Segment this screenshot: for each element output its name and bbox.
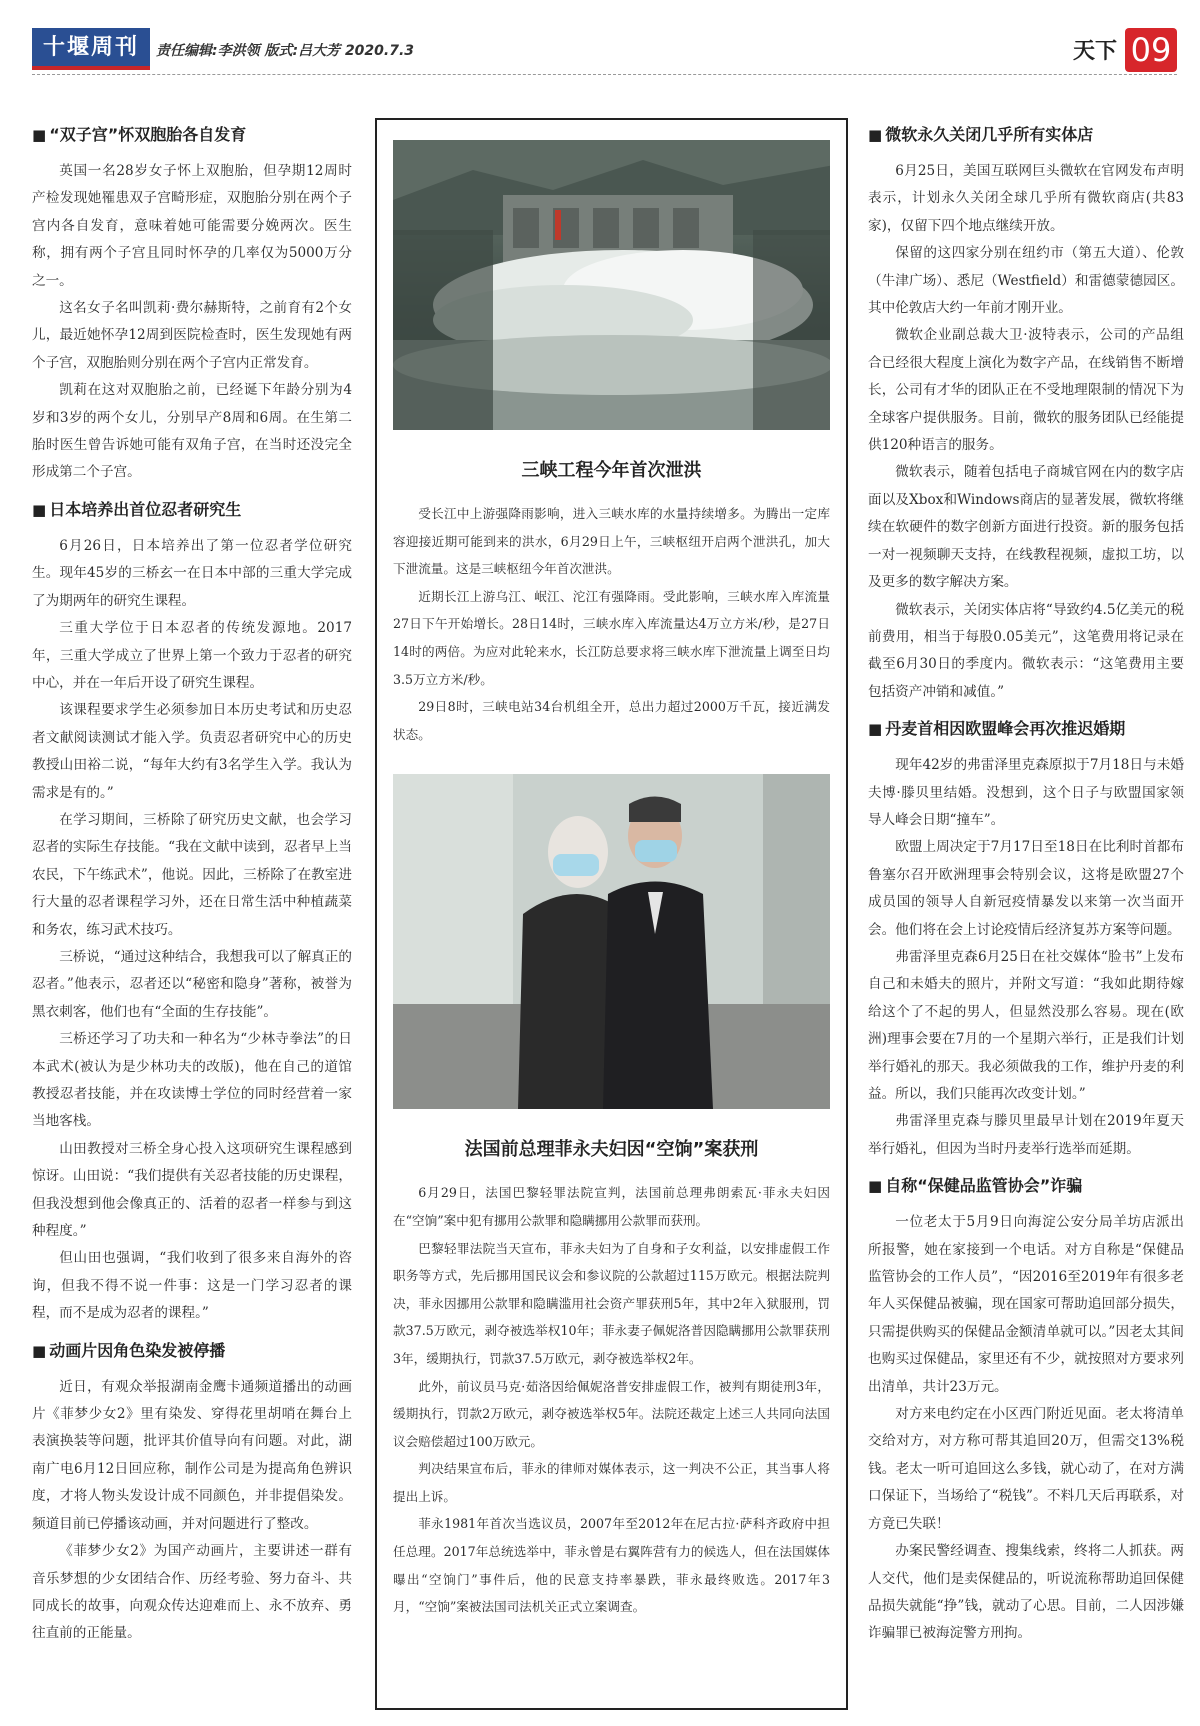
paragraph: 弗雷泽里克森与滕贝里最早计划在2019年夏天举行婚礼，但因为当时丹麦举行选举而延期。 [868, 1113, 1184, 1157]
masthead [32, 28, 1177, 72]
article-title-fillon: 法国前总理菲永夫妇因“空饷”案获刑 [464, 1139, 759, 1161]
paragraph: 在学习期间，三桥除了研究历史文献，也会学习忍者的实际生存技能。“我在文献中读到，忍者早上当农民，下午练武术”，他说。因此，三桥除了在教室进行大量的忍者课程学习外，还在日常生活中种植蔬菜和务农，练习武术技巧。 [32, 811, 352, 938]
article-body-fillon [393, 1179, 830, 1621]
paragraph: 近日，有观众举报湖南金鹰卡通频道播出的动画片《菲梦少女2》里有染发、穿得花里胡哨在舞台上表演换装等问题，批评其价值导向有问题。对此，湖南广电6月12日回应称，制作公司是为提高角色辨识度，才将人物头发设计成不同颜色，并非提倡染发。频道目前已停播该动画，并对问题进行了整改。 [32, 1378, 352, 1532]
left-column [32, 124, 352, 1660]
article-title: ■ 微软永久关闭几乎所有实体店 [868, 124, 1184, 146]
masthead-divider [32, 74, 1177, 75]
article-body-dam [393, 500, 830, 748]
article-title: ■ 日本培养出首位忍者研究生 [32, 499, 352, 521]
article-title: ■ 丹麦首相因欧盟峰会再次推迟婚期 [868, 718, 1184, 740]
fillon-couple-illustration [393, 774, 830, 1109]
paragraph: 现年42岁的弗雷泽里克森原拟于7月18日与未婚夫博·滕贝里结婚。没想到，这个日子与欧盟国家领导人峰会日期“撞车”。 [868, 757, 1184, 828]
paragraph: 三桥还学习了功夫和一种名为“少林寺拳法”的日本武术(被认为是少林功夫的改版)，他在自己的道馆教授忍者技能，并在攻读博士学位的同时经营着一家当地客栈。 [32, 1031, 352, 1130]
editor-credits: 责任编辑:李洪领 版式:吕大芳 2020.7.3 [156, 43, 415, 59]
article [32, 1340, 352, 1648]
right-column [868, 124, 1184, 1660]
paragraph: 菲永1981年首次当选议员，2007年至2012年在尼古拉·萨科齐政府中担任总理。2017年总统选举中，菲永曾是右翼阵营有力的候选人，但在法国媒体曝出“空饷门”事件后，他的民意支持率暴跌，菲永最终败选。2017年3月，“空饷”案被法国司法机关正式立案调查。 [393, 1516, 830, 1615]
paragraph: 一位老太于5月9日向海淀公安分局羊坊店派出所报警，她在家接到一个电话。对方自称是“保健品监管协会的工作人员”，“因2016至2019年有很多老年人买保健品被骗，现在国家可帮助追回部分损失，只需提供购买的保健品金额清单就可以。”因老太其间也购买过保健品，家里还有不少，就按照对方要求列出清单，共计23万元。 [868, 1214, 1184, 1395]
paragraph: 6月29日，法国巴黎轻罪法院宣判，法国前总理弗朗索瓦·菲永夫妇因在“空饷”案中犯有挪用公款罪和隐瞒挪用公款罪而获刑。 [393, 1185, 830, 1228]
article [868, 718, 1184, 1163]
article-title: ■ 动画片因角色染发被停播 [32, 1340, 352, 1362]
paragraph: 该课程要求学生必须参加日本历史考试和历史忍者文献阅读测试才能入学。负责忍者研究中心的历史教授山田裕二说，“每年大约有3名学生入学。我认为需求是有的。” [32, 702, 352, 801]
paragraph: 微软企业副总裁大卫·波特表示，公司的产品组合已经很大程度上演化为数字产品，在线销售不断增长，公司有才华的团队正在不受地理限制的情况下为全球客户提供服务。目前，微软的服务团队已经能提供120种语言的服务。 [868, 327, 1184, 454]
middle-column [375, 118, 848, 1710]
paragraph: 6月26日，日本培养出了第一位忍者学位研究生。现年45岁的三桥玄一在日本中部的三重大学完成了为期两年的研究生课程。 [32, 537, 352, 609]
article-title: ■ “双子宫”怀双胞胎各自发育 [32, 124, 352, 146]
paragraph: 但山田也强调，“我们收到了很多来自海外的咨询，但我不得不说一件事：这是一门学习忍者的课程，而不是成为忍者的课程。” [32, 1250, 352, 1322]
paragraph: 29日8时，三峡电站34台机组全开，总出力超过2000万千瓦，接近满发状态。 [393, 699, 830, 742]
paragraph: 办案民警经调查、搜集线索，终将二人抓获。两人交代，他们是卖保健品的，听说流称帮助追回保健品损失就能“挣”钱，就动了心思。目前，二人因涉嫌诈骗罪已被海淀警方刑拘。 [868, 1543, 1184, 1642]
paragraph: 受长江中上游强降雨影响，进入三峡水库的水量持续增多。为腾出一定库容迎接近期可能到来的洪水，6月29日上午，三峡枢纽开启两个泄洪孔，加大下泄流量。这是三峡枢纽今年首次泄洪。 [393, 506, 830, 577]
fillon-couple-photo [393, 774, 830, 1109]
paragraph: 弗雷泽里克森6月25日在社交媒体“脸书”上发布自己和未婚夫的照片，并附文写道：“我如此期待嫁给这个了不起的男人，但显然没那么容易。现在(欧洲)理事会要在7月的一个星期六举行，正是我们计划举行婚礼的那天。我必须做我的工作，维护丹麦的利益。所以，我们只能再次改变计划。” [868, 948, 1184, 1102]
paragraph: 巴黎轻罪法院当天宣布，菲永夫妇为了自身和子女利益，以安排虚假工作职务等方式，先后挪用国民议会和参议院的公款超过115万欧元。根据法院判决，菲永因挪用公款罪和隐瞒滥用社会资产罪获刑5年，其中2年入狱服刑，罚款37.5万欧元，剥夺被选举权10年；菲永妻子佩妮洛普因隐瞒挪用公款罪获刑3年，缓期执行，罚款37.5万欧元，剥夺被选举权2年。 [393, 1240, 830, 1366]
article-title-dam: 三峡工程今年首次泄洪 [521, 460, 702, 481]
paragraph: 微软表示，关闭实体店将“导致约4.5亿美元的税前费用，相当于每股0.05美元”，这笔费用将记录在截至6月30日的季度内。微软表示：“这笔费用主要包括资产冲销和减值。” [868, 601, 1184, 700]
paragraph: 《菲梦少女2》为国产动画片，主要讲述一群有音乐梦想的少女团结合作、历经考验、努力奋斗、共同成长的故事，向观众传达迎难而上、永不放弃、勇往直前的正能量。 [32, 1543, 352, 1642]
section-name: 天下 [1072, 39, 1117, 64]
paragraph: 三桥说，“通过这种结合，我想我可以了解真正的忍者。”他表示，忍者还以“秘密和隐身”著称，被誉为黑衣刺客，他们也有“全面的生存技能”。 [32, 948, 352, 1020]
article-title: ■ 自称“保健品监管协会”诈骗 [868, 1175, 1184, 1197]
dam-flood-photo [393, 140, 830, 430]
paragraph: 判决结果宣布后，菲永的律师对媒体表示，这一判决不公正，其当事人将提出上诉。 [393, 1461, 830, 1504]
paragraph: 凯莉在这对双胞胎之前，已经诞下年龄分别为4岁和3岁的两个女儿，分别早产8周和6周。在生第二胎时医生曾告诉她可能有双角子宫，在当时还没完全形成第二个子宫。 [32, 382, 352, 481]
paragraph: 6月25日，美国互联网巨头微软在官网发布声明表示，计划永久关闭全球几乎所有微软商店(共83家)，仅留下四个地点继续开放。 [868, 163, 1184, 234]
article [868, 124, 1184, 706]
paragraph: 微软表示，随着包括电子商城官网在内的数字店面以及Xbox和Windows商店的显著发展，微软将继续在软硬件的数字创新方面进行投资。新的服务包括一对一视频聊天支持，在线教程视频，虚拟工坊，以及更多的数字解决方案。 [868, 464, 1184, 591]
paragraph: 对方来电约定在小区西门附近见面。老太将清单交给对方，对方称可帮其追回20万，但需交13%税钱。老太一听可追回这么多钱，就心动了，在对方满口保证下，当场给了“税钱”。不料几天后再联系，对方竟已失联！ [868, 1406, 1184, 1532]
paragraph: 近期长江上游乌江、岷江、沱江有强降雨。受此影响，三峡水库入库流量27日下午开始增长。28日14时，三峡水库入库流量达4万立方米/秒，是27日14时的两倍。为应对此轮来水，长江防总要求将三峡水库下泄流量上调至日均3.5万立方米/秒。 [393, 588, 830, 687]
paragraph: 欧盟上周决定于7月17日至18日在比利时首都布鲁塞尔召开欧洲理事会特别会议，这将是欧盟27个成员国的领导人自新冠疫情暴发以来第一次当面开会。他们将在会上讨论疫情后经济复苏方案等问题。 [868, 839, 1184, 938]
paragraph: 英国一名28岁女子怀上双胞胎，但孕期12周时产检发现她罹患双子宫畸形症，双胞胎分别在两个子宫内各自发育，意味着她可能需要分娩两次。医生称，拥有两个子宫且同时怀孕的几率仅为5000万分之一。 [32, 163, 352, 289]
paragraph: 山田教授对三桥全身心投入这项研究生课程感到惊讶。山田说：“我们提供有关忍者技能的历史课程，但我没想到他会像真正的、活着的忍者一样参与到这种程度。” [32, 1140, 352, 1240]
article [868, 1175, 1184, 1648]
page-number: 09 [1125, 28, 1177, 72]
article [32, 124, 352, 487]
dam-flood-illustration [393, 140, 830, 430]
paragraph: 这名女子名叫凯莉·费尔赫斯特，之前育有2个女儿，最近她怀孕12周到医院检查时，医生发现她有两个子宫，双胞胎则分别在两个子宫内正常发育。 [32, 300, 352, 371]
article [32, 499, 352, 1328]
paragraph: 保留的这四家分别在纽约市（第五大道）、伦敦（牛津广场）、悉尼（Westfield）和雷德蒙德园区。其中伦敦店大约一年前才刚开业。 [868, 245, 1184, 317]
newspaper-logo: 十堰周刊 [32, 28, 150, 70]
paragraph: 此外，前议员马克·茹洛因给佩妮洛普安排虚假工作，被判有期徒刑3年，缓期执行，罚款2万欧元，剥夺被选举权5年。法院还裁定上述三人共同向法国议会赔偿超过100万欧元。 [393, 1378, 830, 1449]
paragraph: 三重大学位于日本忍者的传统发源地。2017年，三重大学成立了世界上第一个致力于忍者的研究中心，并在一年后开设了研究生课程。 [32, 620, 352, 691]
